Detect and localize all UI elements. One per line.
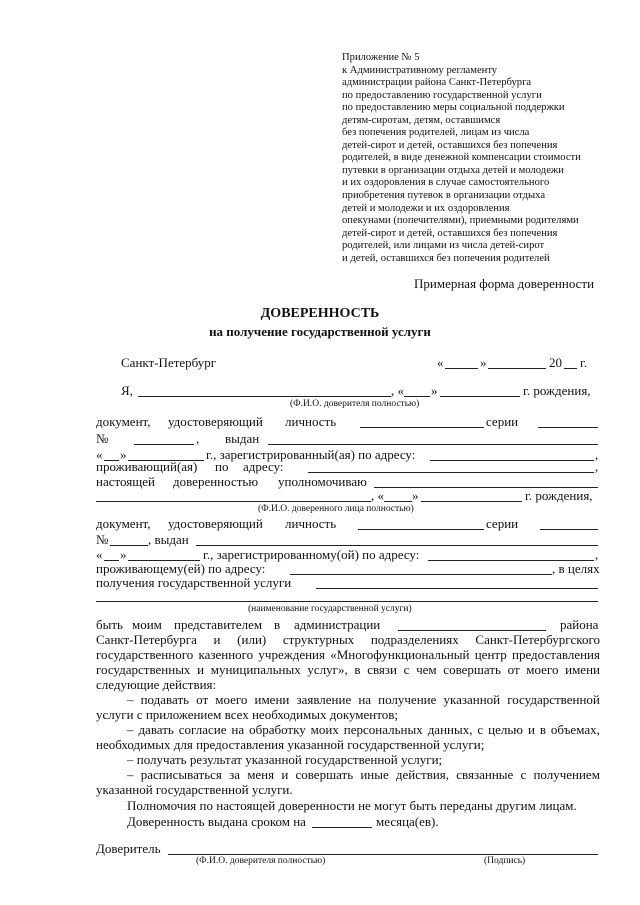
principal-registration-address-field[interactable] — [430, 460, 594, 461]
word: за — [229, 767, 240, 782]
authorize-word-3: уполномочиваю — [278, 474, 367, 489]
term-suffix: месяца(ев). — [376, 814, 439, 829]
action-item-1 — [127, 692, 600, 708]
principal-fio-field[interactable] — [138, 396, 391, 397]
word: (или) — [237, 632, 267, 647]
word: связи — [367, 662, 397, 677]
word: структурных — [282, 632, 355, 647]
word: имени — [254, 692, 290, 707]
word: чем — [416, 662, 437, 677]
word: услуг», — [307, 662, 348, 677]
word: муниципальных — [210, 662, 301, 677]
word: совершать — [443, 662, 501, 677]
appendix-line: приобретения путевок в организации отдыха — [342, 190, 546, 202]
action-item-4-cont: указанной государственной услуги. — [96, 782, 293, 797]
agent-birth-label: г. рождения, — [525, 488, 593, 503]
transfer-clause: Полномочия по настоящей доверенности не могут быть переданы другим лицам. — [127, 798, 577, 813]
word: с — [477, 722, 484, 737]
word: объемах, — [550, 722, 600, 737]
appendix-line: детей и молодежи и их оздоровления — [342, 202, 510, 214]
principal-issued-close-quote: » — [120, 447, 127, 462]
term-prefix: Доверенность выдана сроком на — [127, 814, 306, 829]
agent-doc-word-3: личность — [285, 516, 337, 531]
agent-issued-label: , выдан — [148, 532, 189, 547]
word: государственной — [507, 692, 600, 707]
body-line-3 — [96, 647, 600, 663]
principal-series-label: серии — [486, 414, 519, 429]
word: моего — [215, 692, 248, 707]
word: от — [507, 662, 520, 677]
date-month-field[interactable] — [488, 368, 546, 369]
word: и — [197, 662, 205, 677]
word: – — [127, 767, 134, 782]
principal-doc-word-2: удостоверяющий — [168, 414, 263, 429]
agent-birth-day-field[interactable] — [384, 501, 412, 502]
word: и — [213, 632, 221, 647]
principal-birth-close-quote: » — [431, 383, 438, 398]
word: Санкт-Петербурга — [96, 632, 197, 647]
word: на — [231, 722, 245, 737]
word: иные — [360, 767, 389, 782]
body-line-4 — [96, 662, 600, 678]
agent-birth-close-quote: » — [412, 488, 419, 503]
word: в — [354, 662, 361, 677]
agent-fio-field[interactable] — [96, 501, 371, 502]
document-subtitle: на получение государственной услуги — [209, 324, 431, 339]
appendix-line: администрации района Санкт-Петербурга — [342, 77, 532, 89]
word: государственного — [96, 647, 194, 662]
signature-fio-caption: (Ф.И.О. доверителя полностью) — [196, 856, 326, 866]
agent-registered-label: г., зарегистрированному(ой) по адресу: — [203, 547, 420, 562]
body-line1-word-5: администрации — [294, 617, 381, 632]
word: данных, — [427, 722, 473, 737]
word: давать — [138, 722, 174, 737]
service-name-caption: (наименование государственной услуги) — [248, 604, 412, 614]
appendix-line: по предоставлению меры социальной поддержки — [342, 102, 565, 114]
body-line1-end: района — [560, 617, 599, 632]
appendix-line: и детей, оставшихся без попечения родителей — [342, 252, 550, 264]
body-line1-word-2: моим — [132, 617, 162, 632]
principal-birth-open-quote: , « — [391, 383, 404, 398]
appendix-line: опекунами (попечителями), приемными родителями — [342, 215, 579, 227]
word: указанной — [443, 692, 501, 707]
word: персональных — [343, 722, 423, 737]
word: связанные — [456, 767, 514, 782]
word: подавать — [140, 692, 190, 707]
word: «Многофункциональный — [330, 647, 470, 662]
agent-series-field[interactable] — [540, 529, 598, 530]
signature-sign-field[interactable] — [354, 854, 598, 855]
body-line1-word-3: представителем — [174, 617, 263, 632]
principal-living-address-field[interactable] — [308, 472, 594, 473]
appendix-line: Приложение № 5 — [342, 52, 420, 63]
word: получением — [533, 767, 600, 782]
authorize-word-1: настоящей — [96, 474, 155, 489]
word: казенного — [198, 647, 254, 662]
principal-fio-caption: (Ф.И.О. доверителя полностью) — [290, 399, 420, 409]
word: обработку — [249, 722, 306, 737]
agent-fio-caption: (Ф.И.О. доверенного лица полностью) — [258, 504, 414, 514]
principal-doc-word-1: документ, — [96, 414, 151, 429]
principal-number-sign: № — [96, 431, 109, 446]
word: целью — [488, 722, 523, 737]
agent-birth-open-quote: , « — [371, 488, 384, 503]
action-item-2 — [127, 722, 600, 738]
service-name-field[interactable] — [96, 601, 598, 602]
agent-issued-open-quote: « — [96, 547, 103, 562]
word: заявление — [296, 692, 352, 707]
appendix-line: и их оздоровления в случае самостоятельного — [342, 177, 550, 189]
agent-number-field[interactable] — [110, 545, 148, 546]
word: согласие — [178, 722, 227, 737]
word: с — [403, 662, 410, 677]
word: государственных — [96, 662, 191, 677]
principal-issued-open-quote: « — [96, 447, 103, 462]
principal-number-field[interactable] — [134, 444, 194, 445]
principal-doc-word-3: личность — [285, 414, 337, 429]
principal-issued-label: выдан — [225, 431, 260, 446]
principal-registered-comma: , — [595, 447, 599, 462]
agent-doc-word-2: удостоверяющий — [168, 516, 263, 531]
word: от — [196, 692, 209, 707]
city-label: Санкт-Петербург — [121, 355, 217, 370]
word: предоставления — [512, 647, 600, 662]
word: действия, — [395, 767, 450, 782]
date-open-quote: « — [437, 355, 444, 370]
agent-issued-close-quote: » — [120, 547, 127, 562]
word: имени — [565, 662, 600, 677]
word: в — [539, 722, 546, 737]
signature-sign-caption: (Подпись) — [484, 856, 526, 866]
date-year-field[interactable] — [564, 368, 577, 369]
principal-doc-type-field[interactable] — [360, 427, 484, 428]
word: меня — [247, 767, 275, 782]
principal-living-word-2: по — [215, 459, 229, 474]
district-name-field[interactable] — [398, 630, 546, 631]
appendix-line: родителей, в виде денежной компенсации стоимости — [342, 152, 581, 164]
appendix-line: родителей, или лицами из числа детей-сирот — [342, 240, 545, 252]
action-item-2-cont: необходимых для предоставления указанной государственной услуги; — [96, 737, 485, 752]
appendix-line: путевки в организации отдыха детей и молодежи — [342, 164, 564, 176]
appendix-line: без попечения родителей, лицам из числа — [342, 127, 530, 139]
agent-issued-by-field[interactable] — [196, 545, 598, 546]
appendix-line: детям-сиротам, детям, оставшимся — [342, 114, 501, 126]
action-item-3: – получать результат указанной государственной услуги; — [127, 752, 443, 767]
word: моих — [310, 722, 339, 737]
word: моего — [526, 662, 559, 677]
body-line-5: следующие действия: — [96, 677, 217, 692]
appendix-line: детей-сирот и детей, оставшихся без попечения — [342, 227, 558, 239]
principal-pronoun: Я, — [121, 383, 133, 398]
body-line1-word-1: быть — [96, 617, 123, 632]
principal-number-comma: , — [196, 431, 200, 446]
signature-fio-field[interactable] — [168, 854, 354, 855]
word: Санкт-Петербургского — [475, 632, 600, 647]
principal-birth-label: г. рождения, — [523, 383, 591, 398]
agent-doc-word-1: документ, — [96, 516, 151, 531]
word: на — [358, 692, 372, 707]
principal-issued-by-field[interactable] — [268, 444, 598, 445]
word: – — [127, 722, 134, 737]
date-close-quote: » — [480, 355, 487, 370]
form-type-label: Примерная форма доверенности — [414, 276, 595, 291]
word: – — [127, 692, 134, 707]
agent-service-line-label: получения государственной услуги — [96, 575, 292, 590]
principal-living-word-3: адресу: — [243, 459, 284, 474]
date-year-suffix: г. — [580, 355, 588, 370]
signature-label: Доверитель — [96, 841, 161, 856]
appendix-line: по предоставлению государственной услуги — [342, 89, 542, 101]
action-item-4 — [127, 767, 600, 783]
principal-series-field[interactable] — [538, 427, 598, 428]
service-name-field-start[interactable] — [316, 588, 598, 589]
appendix-line: к Административному регламенту — [342, 64, 498, 76]
agent-purpose-label: , в целях — [552, 561, 600, 576]
authorize-word-2: доверенностью — [173, 474, 259, 489]
agent-registered-comma: , — [595, 547, 599, 562]
principal-living-word-1: проживающий(ая) — [96, 459, 198, 474]
word: подразделениях — [370, 632, 459, 647]
word: совершать — [295, 767, 354, 782]
principal-registered-label: г., зарегистрированный(ая) по адресу: — [206, 447, 416, 462]
word: и — [281, 767, 289, 782]
body-line1-word-4: в — [274, 617, 281, 632]
principal-birth-month-field[interactable] — [440, 396, 520, 397]
date-day-field[interactable] — [445, 368, 478, 369]
appendix-header — [342, 52, 581, 265]
agent-number-sign: № — [96, 532, 109, 547]
document-title: ДОВЕРЕННОСТЬ — [260, 306, 380, 321]
word: получение — [378, 692, 437, 707]
agent-living-address-field[interactable] — [290, 574, 552, 575]
word: расписываться — [140, 767, 222, 782]
agent-series-label: серии — [486, 516, 519, 531]
principal-birth-day-field[interactable] — [404, 396, 430, 397]
action-item-1-cont: услуги с приложением всех необходимых документов; — [96, 707, 399, 722]
term-months-field[interactable] — [312, 827, 372, 828]
body-line-2 — [96, 632, 600, 648]
word: и — [527, 722, 535, 737]
agent-doc-type-field[interactable] — [358, 529, 484, 530]
agent-birth-month-field[interactable] — [421, 501, 522, 502]
principal-living-comma: , — [595, 459, 599, 474]
appendix-line: детей-сирот и детей, оставшихся без попечения — [342, 139, 558, 151]
word: с — [520, 767, 527, 782]
word: центр — [474, 647, 507, 662]
agent-living-label: проживающему(ей) по адресу: — [96, 561, 266, 576]
date-year-prefix: 20 — [549, 355, 562, 370]
word: учреждения — [258, 647, 325, 662]
